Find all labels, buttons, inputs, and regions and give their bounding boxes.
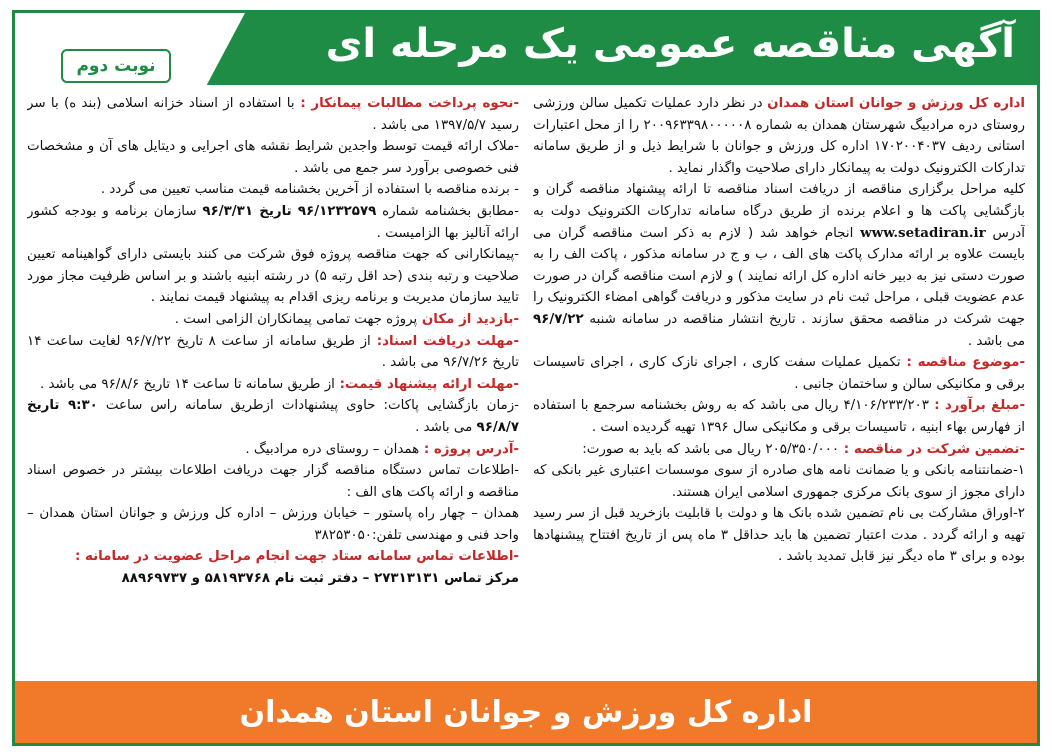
paragraph — [27, 309, 519, 331]
paragraph-text: -موضوع مناقصه : — [900, 355, 1025, 371]
paragraph-text: -مهلت دریافت اسناد: — [370, 333, 519, 349]
paragraph-text: ۱-ضمانتنامه بانکی و یا ضمانت نامه های صادره از سوی موسسات اعتباری غیر بانکی که دارای مجوز از سوی بانک مرکزی جمهوری اسلامی ایران هستند. — [533, 463, 1025, 500]
paragraph — [27, 503, 519, 546]
paragraph-text: از طریق سامانه تا ساعت ۱۴ تاریخ ۹۶/۸/۶ می باشد . — [40, 376, 335, 392]
paragraph — [27, 179, 519, 201]
header-banner — [15, 13, 1037, 85]
paragraph-text: -بازدید از مکان — [417, 311, 519, 327]
paragraph-text: -مهلت ارائه پیشنهاد قیمت: — [334, 376, 519, 392]
paragraph — [27, 374, 519, 396]
paragraph-text: -مبلغ برآورد : — [928, 398, 1025, 414]
paragraph-text: همدان – چهار راه پاستور – خیابان ورزش – اداره کل ورزش و جوانان استان همدان – واحد فنی و مهندسی تلفن:۳۸۲۵۳۰۵۰ — [27, 506, 519, 543]
paragraph-text: ۹۶/۱۲۳۲۵۷۹ تاریخ ۹۶/۳/۳۱ — [202, 203, 377, 219]
paragraph — [27, 546, 519, 568]
paragraph — [533, 395, 1025, 438]
round-badge: نوبت دوم — [61, 49, 171, 83]
paragraph — [533, 460, 1025, 503]
paragraph — [533, 93, 1025, 179]
paragraph — [27, 136, 519, 179]
footer-banner — [15, 681, 1037, 743]
paragraph-text: ۲۰۵/۳۵۰/۰۰۰ ریال می باشد که باید به صورت: — [582, 441, 840, 457]
paragraph — [27, 460, 519, 503]
paragraph-text: پروژه جهت تمامی پیمانکاران الزامی است . — [174, 311, 418, 327]
paragraph-text: کلیه مراحل برگزاری مناقصه از دریافت اسناد مناقصه تا ارائه پیشنهاد مناقصه گران و بازگشایی پاکت ها و اعلام برنده از طریق درگاه سامانه تدارکات الکترونیک دولت به آدرس — [533, 182, 1025, 241]
paragraph-text: در نظر دارد عملیات تکمیل سالن ورزشی روستای دره مرادبیگ شهرستان همدان به شماره ۲۰۰۹۶۳۳۹۸۰۰۰۰۰۸ را از محل اعتبارات استانی ردیف ۱۷۰۲۰۰۴۰۳۷ اداره کل ورزش و جوانان با شرایط ذیل و از طریق سامانه تدارکات الکترونیک دولت به پیمانکار دارای صلاحیت واگذار نماید . — [533, 96, 1025, 176]
right-column — [533, 93, 1025, 663]
paragraph-text: -زمان بازگشایی پاکات: حاوی پیشنهادات ازطریق سامانه راس ساعت — [97, 398, 519, 414]
footer-organization: اداره کل ورزش و جوانان استان همدان — [239, 694, 813, 730]
paragraph — [533, 179, 1025, 352]
paragraph-text: -تضمین شرکت در مناقصه : — [839, 441, 1025, 457]
paragraph-text: با استفاده از اسناد خزانه اسلامی (بند ه) با سر رسید ۱۳۹۷/۵/۷ می باشد . — [27, 96, 519, 133]
paragraph-text: ۹:۳۰ تاریخ ۹۶/۸/۷ — [27, 398, 519, 435]
paragraph-text: - برنده مناقصه با استفاده از آخرین بخشنامه قیمت مناسب تعیین می گردد . — [100, 182, 519, 198]
paragraph-text: -مطابق بخشنامه شماره — [376, 203, 519, 219]
paragraph — [533, 352, 1025, 395]
left-column — [27, 93, 519, 663]
paragraph — [27, 93, 519, 136]
paragraph — [27, 244, 519, 309]
paragraph-text: همدان – روستای دره مرادبیگ . — [245, 441, 420, 457]
paragraph-text: -اطلاعات تماس سامانه ستاد جهت انجام مراحل عضویت در سامانه : — [74, 549, 519, 565]
paragraph-text: ۴/۱۰۶/۲۳۳/۲۰۳ ریال می باشد که به روش بخشنامه سرجمع با استفاده از فهارس بهاء ابنیه ، تاسیسات برقی و مکانیکی سال ۱۳۹۶ تهیه گردیده است . — [533, 398, 1025, 435]
paragraph-text: ۲-اوراق مشارکت بی نام تضمین شده بانک ها و دولت با قابلیت بازخرید قبل از سر رسید تهیه و ارائه گردد . مدت اعتبار تضمین ها باید حداقل ۳ ماه پس از تاریخ افتتاح پیشنهادها بوده و برای ۳ ماه دیگر نیز قابل تمدید باشد . — [533, 506, 1025, 565]
paragraph-text: -نحوه پرداخت مطالبات پیمانکار : — [294, 96, 519, 111]
paragraph-text: انجام خواهد شد ( لازم به ذکر است مناقصه گران می بایست علاوه بر ارائه مدارک پاکت های الف ، ب و ج در سامانه مذکور ، پاکت الف را به صورت دستی نیز به دبیر خانه اداره کل ارائه نمایند ) و لازم است مناقصه گران در صورت عدم عضویت قبلی ، مراحل ثبت نام در سایت مذکور و دریافت گواهی امضاء الکترونیک را جهت شرکت در مناقصه محقق سازند . تاریخ انتشار مناقصه در سامانه شنبه — [533, 225, 1025, 327]
paragraph — [533, 439, 1025, 461]
paragraph — [27, 331, 519, 374]
paragraph-text: -اطلاعات تماس دستگاه مناقصه گزار جهت دریافت اطلاعات بیشتر در خصوص اسناد مناقصه و ارائه پاکت های الف : — [27, 463, 519, 500]
paragraph-text: می باشد . — [967, 333, 1025, 349]
paragraph-text: -پیمانکارانی که جهت مناقصه پروژه فوق شرکت می کنند بایستی دارای گواهینامه تعیین صلاحیت و رتبه بندی (حد اقل رتبه ۵) در رشته ابنیه باشند و بر اساس ظرفیت مجاز مورد تایید سازمان مدیریت و برنامه ریزی اقدام به پیشنهاد قیمت نمایند . — [27, 247, 519, 306]
paragraph-text: ۹۶/۷/۲۲ — [533, 311, 584, 327]
paragraph — [27, 439, 519, 461]
paragraph — [27, 395, 519, 438]
paragraph-text: اداره کل ورزش و جوانان استان همدان — [767, 96, 1025, 111]
notice-title: آگهی مناقصه عمومی یک مرحله ای — [325, 21, 1015, 67]
paragraph — [27, 201, 519, 244]
website-link[interactable]: www.setadiran.ir — [860, 224, 986, 241]
paragraph-text: می باشد . — [415, 419, 477, 435]
paragraph-text: تکمیل عملیات سفت کاری ، اجرای نازک کاری ، اجرای تاسیسات برقی و مکانیکی سالن و ساختمان جانبی . — [533, 355, 1025, 392]
notice-body — [27, 93, 1025, 663]
paragraph-text: مرکز تماس ۲۷۳۱۳۱۳۱ – دفتر ثبت نام ۵۸۱۹۳۷۶۸ و ۸۸۹۶۹۷۳۷ — [121, 571, 519, 587]
paragraph-text: -آدرس پروژه : — [419, 441, 519, 457]
paragraph — [533, 503, 1025, 568]
notice-frame — [12, 10, 1040, 746]
paragraph-text: از طریق سامانه از ساعت ۸ تاریخ ۹۶/۷/۲۲ لغایت ساعت ۱۴ تاریخ ۹۶/۷/۲۶ می باشد . — [27, 333, 519, 371]
paragraph-text: -ملاک ارائه قیمت توسط واجدین شرایط نقشه های اجرایی و دیتایل های آن و مشخصات فنی خصوصی برآورد سر جمع می باشد . — [27, 139, 519, 176]
paragraph — [27, 568, 519, 590]
paragraph-text: سازمان برنامه و بودجه کشور ارائه آنالیز بها الزامیست . — [27, 203, 519, 241]
